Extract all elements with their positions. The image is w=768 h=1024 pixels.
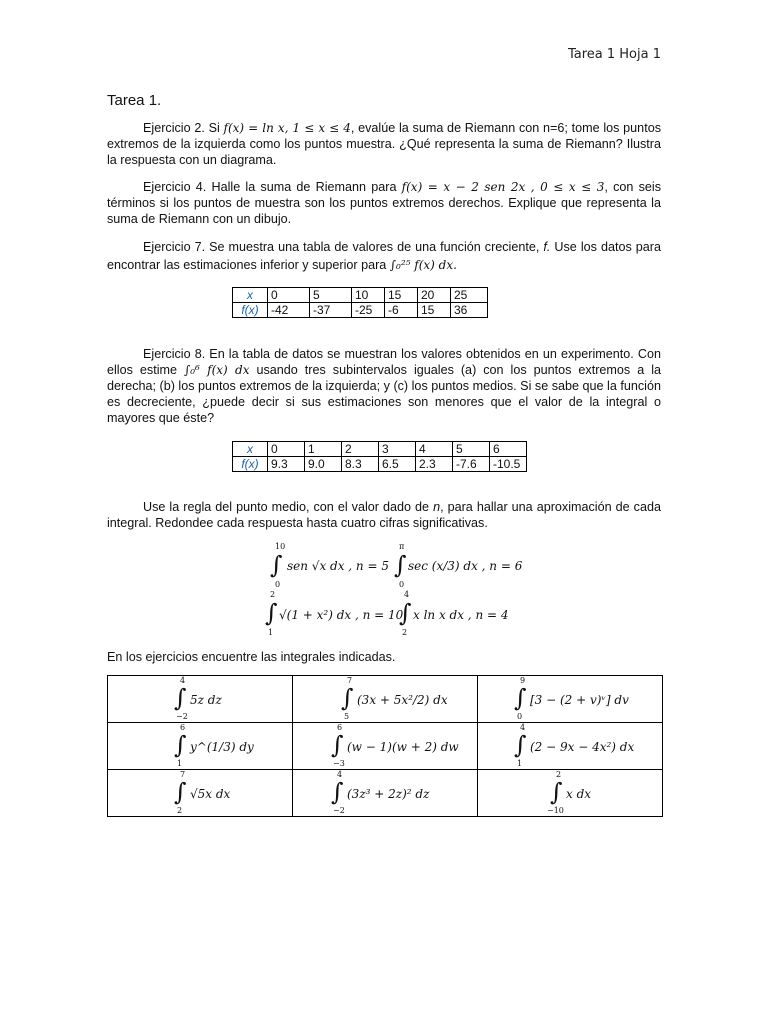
table-cell (293, 723, 478, 770)
table-cell: 6.5 (379, 457, 416, 472)
table-cell: 2 (342, 442, 379, 457)
table-cell: -7.6 (453, 457, 490, 472)
exercise-4 (107, 179, 661, 227)
ex2-text-a: Ejercicio 2. Si (143, 121, 224, 135)
midpoint-instructions (107, 499, 661, 531)
integral (174, 770, 284, 816)
upper-limit: 10 (275, 542, 286, 551)
table-cell: 15 (418, 303, 451, 318)
ex4-text-b: , con seis términos si los puntos de muestra son los puntos extremos derechos. Explique que representa la suma de Riemann con un dibujo. (107, 180, 662, 226)
x-label: x (233, 288, 268, 303)
ex7-text-b: Use los datos para encontrar las estimaciones inferior y superior para (107, 240, 661, 272)
table-cell (293, 770, 478, 817)
table-cell: -42 (268, 303, 310, 318)
midpoint-integral-2 (394, 540, 524, 590)
integrand: x dx (566, 787, 592, 801)
table-cell: 2.3 (416, 457, 453, 472)
lower-limit: −3 (333, 759, 345, 768)
integrand: (3x + 5x²/2) dx (357, 693, 448, 707)
integral-sign: ∫ (331, 731, 344, 759)
x-label: x (233, 442, 268, 457)
integrals-intro: En los ejercicios encuentre las integrales indicadas. (107, 650, 396, 664)
integral (514, 723, 659, 769)
lower-limit: 0 (399, 580, 405, 589)
table-row (233, 303, 488, 318)
table-cell (478, 723, 663, 770)
lower-limit: 0 (275, 580, 281, 589)
table-cell: 15 (385, 288, 418, 303)
table-row (108, 676, 663, 723)
table-row (233, 457, 527, 472)
upper-limit: 6 (337, 723, 343, 732)
upper-limit: 2 (556, 770, 562, 779)
table-cell: 3 (379, 442, 416, 457)
integrand: [3 − (2 + v)ᵛ] dv (530, 693, 629, 707)
integrand: sec (x/3) dx , n = 6 (408, 559, 523, 573)
midpoint-integral-3 (265, 588, 404, 638)
ex8-integral: ∫₀⁶ f(x) dx (183, 363, 250, 377)
integrals-table (107, 675, 663, 817)
ex2-text-b: , evalúe la suma de Riemann con n=6; tome los puntos extremos de la izquierda como los puntos muestra. ¿Qué representa la suma de Riemann? Ilustra la respuesta con un diagrama. (107, 121, 661, 167)
upper-limit: π (399, 542, 405, 551)
table-row (233, 288, 488, 303)
upper-limit: 7 (180, 770, 186, 779)
ex2-formula: f(x) = ln x, 1 ≤ x ≤ 4 (223, 121, 351, 135)
lower-limit: −2 (333, 806, 345, 815)
integral-sign: ∫ (174, 684, 187, 712)
ex7-function-name: f. (543, 240, 551, 254)
table-cell (108, 676, 293, 723)
midpoint-text-b: , para hallar una aproximación de cada integral. Redondee cada respuesta hasta cuatro cifras significativas. (107, 500, 661, 530)
integrand: y^(1/3) dy (190, 740, 254, 754)
exercise-7 (107, 238, 661, 274)
lower-limit: 1 (177, 759, 183, 768)
table-cell: 0 (268, 288, 310, 303)
integral-sign: ∫ (514, 731, 527, 759)
integral-sign: ∫ (270, 551, 283, 579)
integral (331, 770, 471, 816)
table-cell: 5 (310, 288, 352, 303)
table-cell: -25 (352, 303, 385, 318)
table-row (108, 723, 663, 770)
table-cell: 36 (451, 303, 488, 318)
exercise-2 (107, 120, 661, 168)
midpoint-text-a: Use la regla del punto medio, con el valor dado de (143, 500, 434, 514)
integrand: 5z dz (190, 693, 222, 707)
upper-limit: 2 (270, 590, 276, 599)
table-cell (108, 770, 293, 817)
lower-limit: 5 (344, 712, 350, 721)
upper-limit: 4 (404, 590, 410, 599)
integral-sign: ∫ (174, 778, 187, 806)
integral-sign: ∫ (394, 551, 407, 579)
lower-limit: −2 (176, 712, 188, 721)
ex8-text-b: usando tres subintervalos iguales (a) con los puntos extremos a la derecha; (b) los puntos extremos de la izquierda; y (c) los puntos medios. Si se sabe que la función es decreciente, ¿puede decir si sus estimaciones son menores que el valor de la integral o mayores que éste? (107, 363, 661, 425)
midpoint-integral-1 (270, 540, 400, 590)
page-header: Tarea 1 Hoja 1 (567, 47, 661, 62)
fx-label: f(x) (233, 303, 268, 318)
integral-sign: ∫ (341, 684, 354, 712)
integral (331, 723, 471, 769)
fx-label: f(x) (233, 457, 268, 472)
lower-limit: 1 (517, 759, 523, 768)
integral-sign: ∫ (174, 731, 187, 759)
table-cell: 25 (451, 288, 488, 303)
table-cell (108, 723, 293, 770)
upper-limit: 4 (180, 676, 186, 685)
table-cell: -10.5 (490, 457, 527, 472)
integrand: x ln x dx , n = 4 (413, 608, 509, 622)
upper-limit: 9 (520, 676, 526, 685)
table-cell (478, 770, 663, 817)
integral-sign: ∫ (265, 599, 278, 627)
ex7-integral: ∫₀²⁵ f(x) dx. (389, 258, 457, 272)
exercise-8 (107, 346, 661, 426)
ex4-formula: f(x) = x − 2 sen 2x , 0 ≤ x ≤ 3 (401, 180, 605, 194)
ex7-text-a: Ejercicio 7. Se muestra una tabla de valores de una función creciente, (143, 240, 544, 254)
upper-limit: 7 (347, 676, 353, 685)
lower-limit: 0 (517, 712, 523, 721)
integrand: √(1 + x²) dx , n = 10 (279, 608, 404, 622)
integrand: √5x dx (190, 787, 231, 801)
table-cell (293, 676, 478, 723)
table-exercise-7 (232, 287, 488, 318)
table-cell: 4 (416, 442, 453, 457)
ex4-text-a: Ejercicio 4. Halle la suma de Riemann para (143, 180, 402, 194)
table-exercise-8 (232, 441, 527, 472)
table-cell: 8.3 (342, 457, 379, 472)
table-cell: 0 (268, 442, 305, 457)
integral-sign: ∫ (399, 599, 412, 627)
integral-sign: ∫ (514, 684, 527, 712)
midpoint-integral-4 (399, 588, 529, 638)
table-cell: 9.3 (268, 457, 305, 472)
lower-limit: 2 (177, 806, 183, 815)
table-cell: 1 (305, 442, 342, 457)
upper-limit: 6 (180, 723, 186, 732)
table-cell: 10 (352, 288, 385, 303)
table-cell (478, 676, 663, 723)
integral (341, 676, 471, 722)
table-row (233, 442, 527, 457)
page-title: Tarea 1. (107, 92, 162, 109)
midpoint-n: n (433, 500, 441, 514)
upper-limit: 4 (337, 770, 343, 779)
integral (514, 676, 659, 722)
lower-limit: −10 (547, 806, 564, 815)
table-cell: -6 (385, 303, 418, 318)
integral-sign: ∫ (550, 778, 563, 806)
lower-limit: 1 (268, 628, 274, 637)
table-row (108, 770, 663, 817)
table-cell: 6 (490, 442, 527, 457)
table-cell: 9.0 (305, 457, 342, 472)
integrand: (2 − 9x − 4x²) dx (530, 740, 635, 754)
integrand: (3z³ + 2z)² dz (347, 787, 430, 801)
integral (547, 770, 655, 816)
table-cell: 20 (418, 288, 451, 303)
table-cell: -37 (310, 303, 352, 318)
table-cell: 5 (453, 442, 490, 457)
ex8-text-a: Ejercicio 8. En la tabla de datos se muestran los valores obtenidos en un experimento. Con ellos estime (107, 347, 661, 377)
upper-limit: 4 (520, 723, 526, 732)
integral-sign: ∫ (331, 778, 344, 806)
integral (174, 676, 284, 722)
integrand: (w − 1)(w + 2) dw (347, 740, 459, 754)
integrand: sen √x dx , n = 5 (287, 559, 389, 573)
integral (174, 723, 284, 769)
lower-limit: 2 (402, 628, 408, 637)
